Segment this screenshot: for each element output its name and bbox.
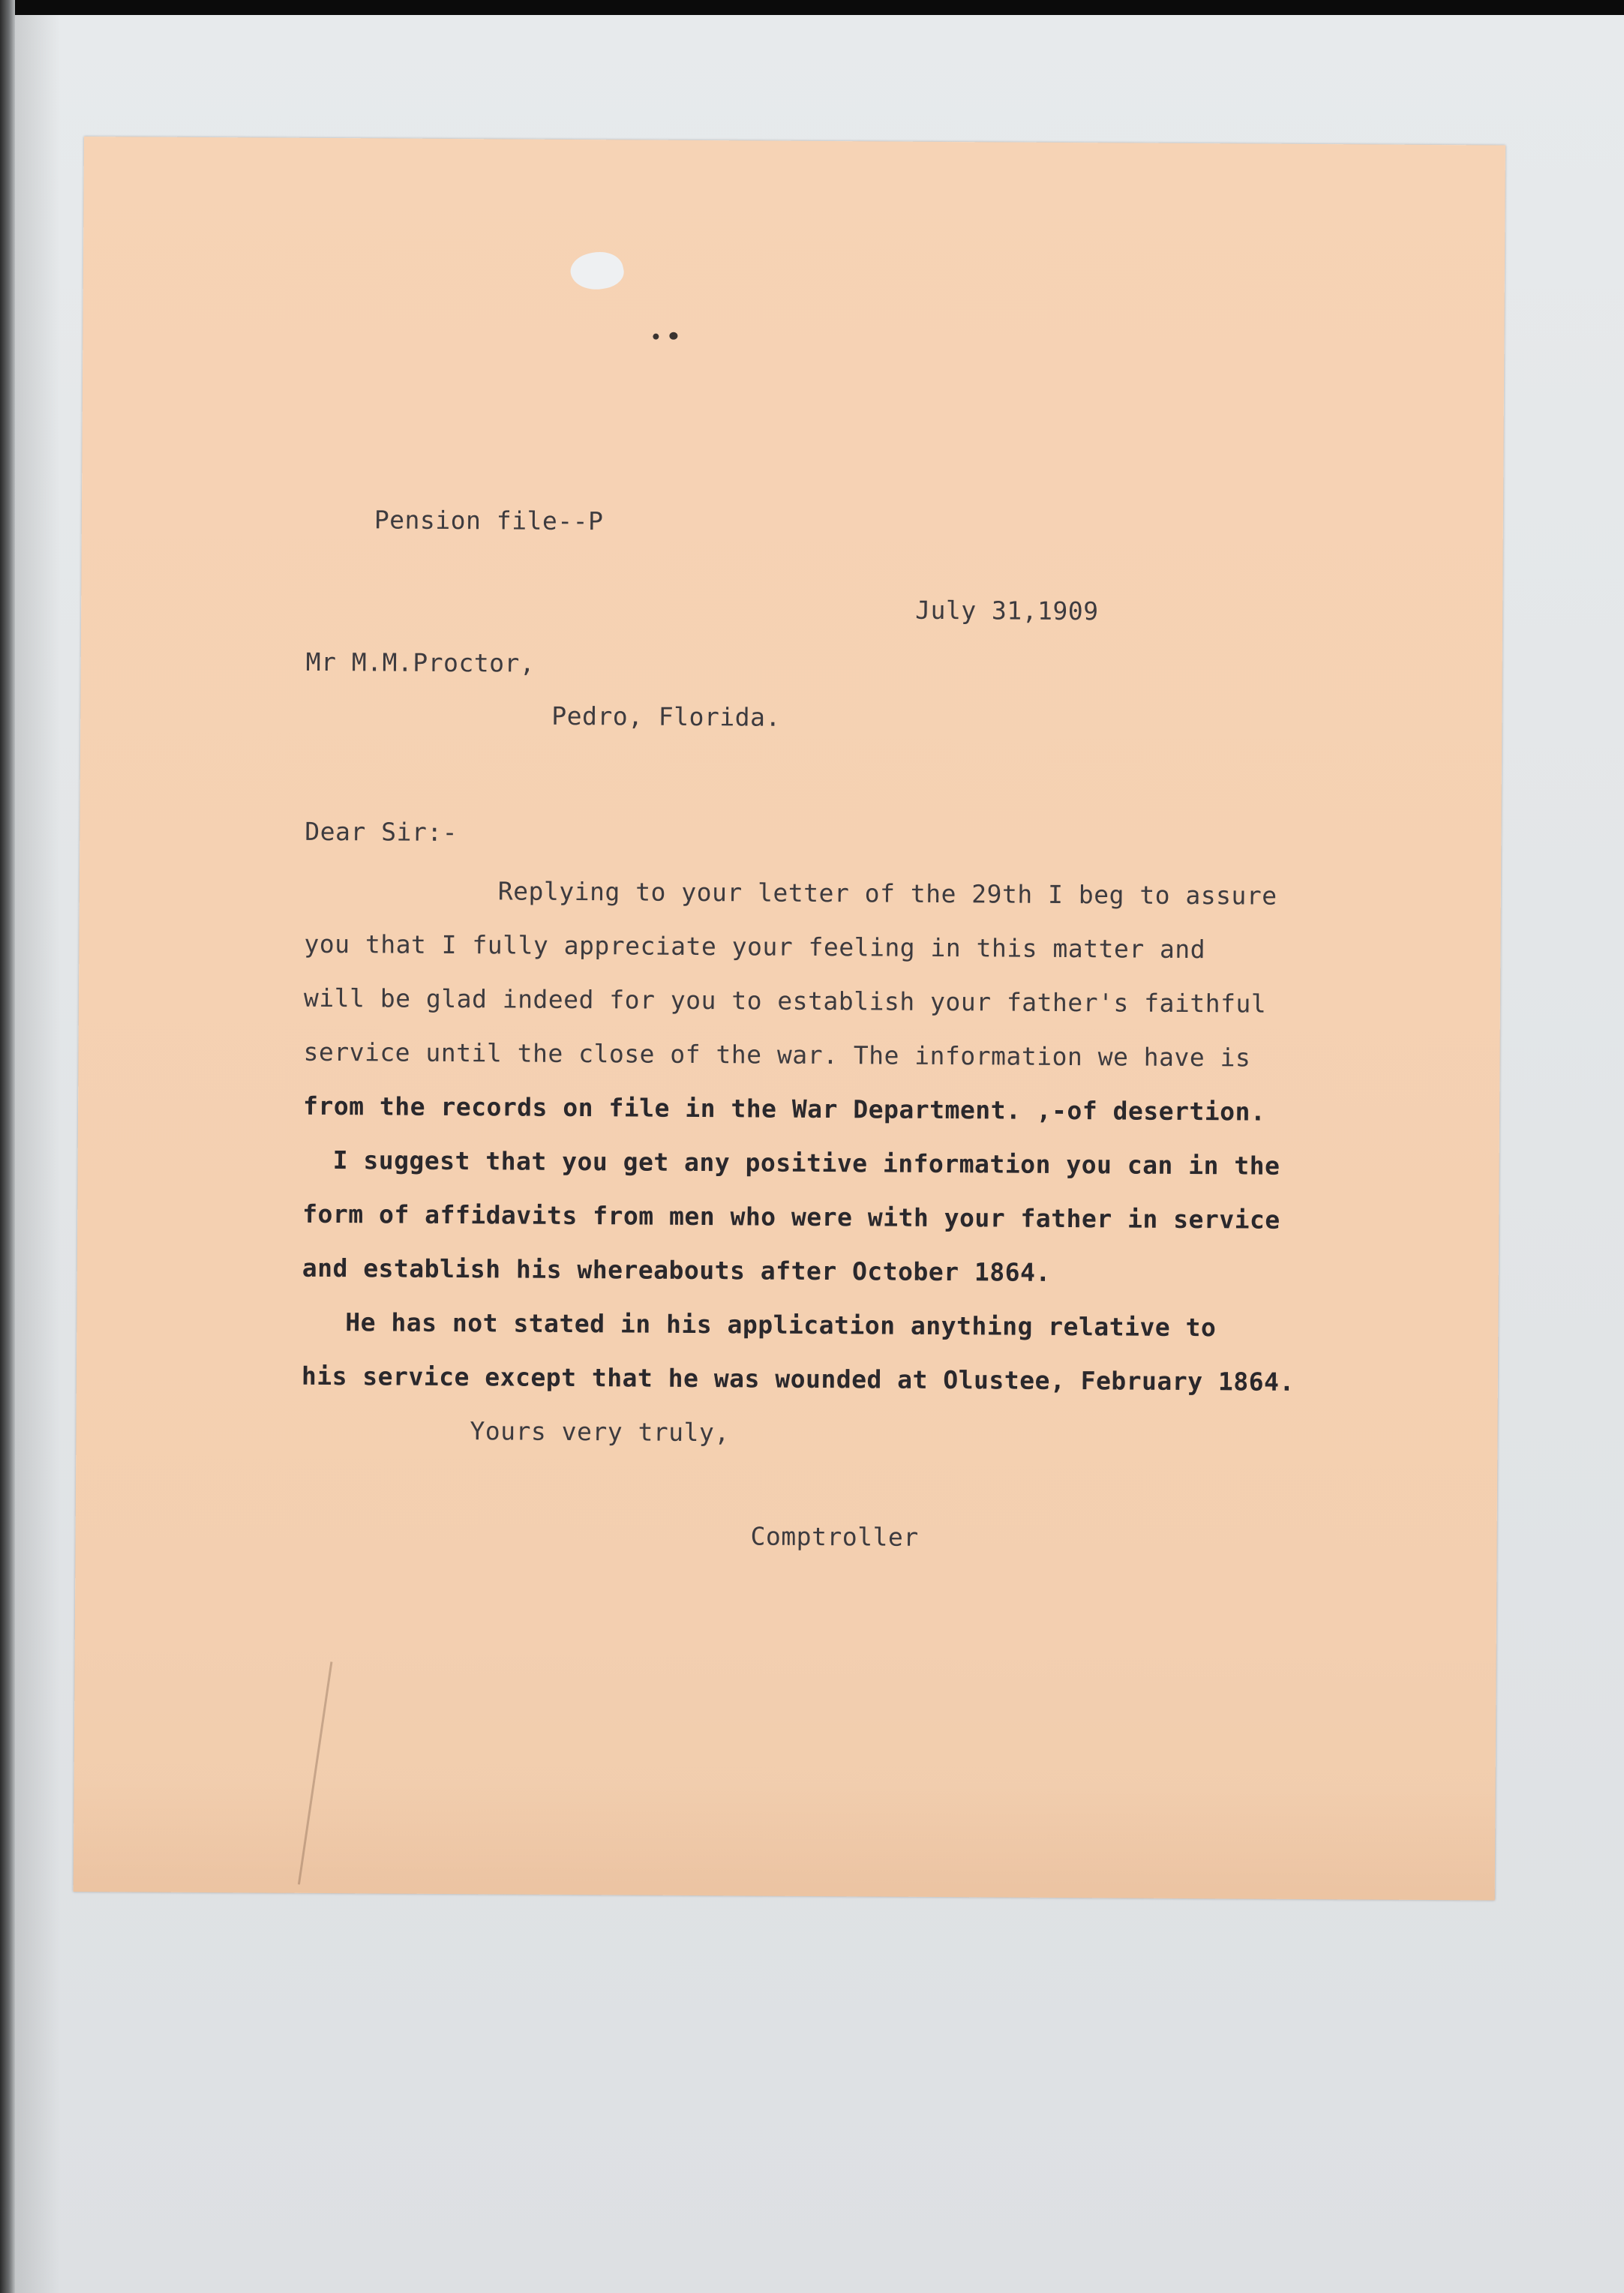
salutation: Dear Sir:- [305, 816, 458, 848]
file-reference: Pension file--P [374, 505, 604, 536]
body-line: from the records on file in the War Department. ,-of desertion. [302, 1091, 1266, 1127]
body-line: service until the close of the war. The information we have is [303, 1037, 1251, 1073]
body-line: will be glad indeed for you to establish your father's faithful [303, 983, 1267, 1019]
body-line: He has not stated in his application anything relative to [345, 1307, 1217, 1343]
body-line: and establish his whereabouts after October 1864. [302, 1253, 1051, 1287]
body-line: you that I fully appreciate your feeling in this matter and [304, 929, 1206, 965]
letter-page [74, 137, 1505, 1901]
paper-discoloration [74, 1779, 1496, 1901]
body-line: form of affidavits from men who were with your father in service [302, 1199, 1280, 1235]
ink-speck [653, 334, 659, 340]
body-line: his service except that he was wounded at Olustee, February 1864. [301, 1361, 1295, 1397]
recipient-location: Pedro, Florida. [551, 701, 781, 732]
recipient-name: Mr M.M.Proctor, [305, 647, 536, 678]
letter-date: July 31,1909 [915, 595, 1099, 626]
scan-top-edge [0, 0, 1624, 15]
torn-hole [568, 248, 627, 295]
ink-speck [669, 332, 677, 340]
signature-title: Comptroller [750, 1521, 919, 1552]
body-line: Replying to your letter of the 29th I beg to assure [497, 876, 1277, 911]
scan-left-edge [0, 0, 15, 2293]
closing: Yours very truly, [470, 1416, 730, 1448]
scan-left-shadow [15, 15, 60, 2293]
body-line: I suggest that you get any positive information you can in the [332, 1145, 1280, 1181]
